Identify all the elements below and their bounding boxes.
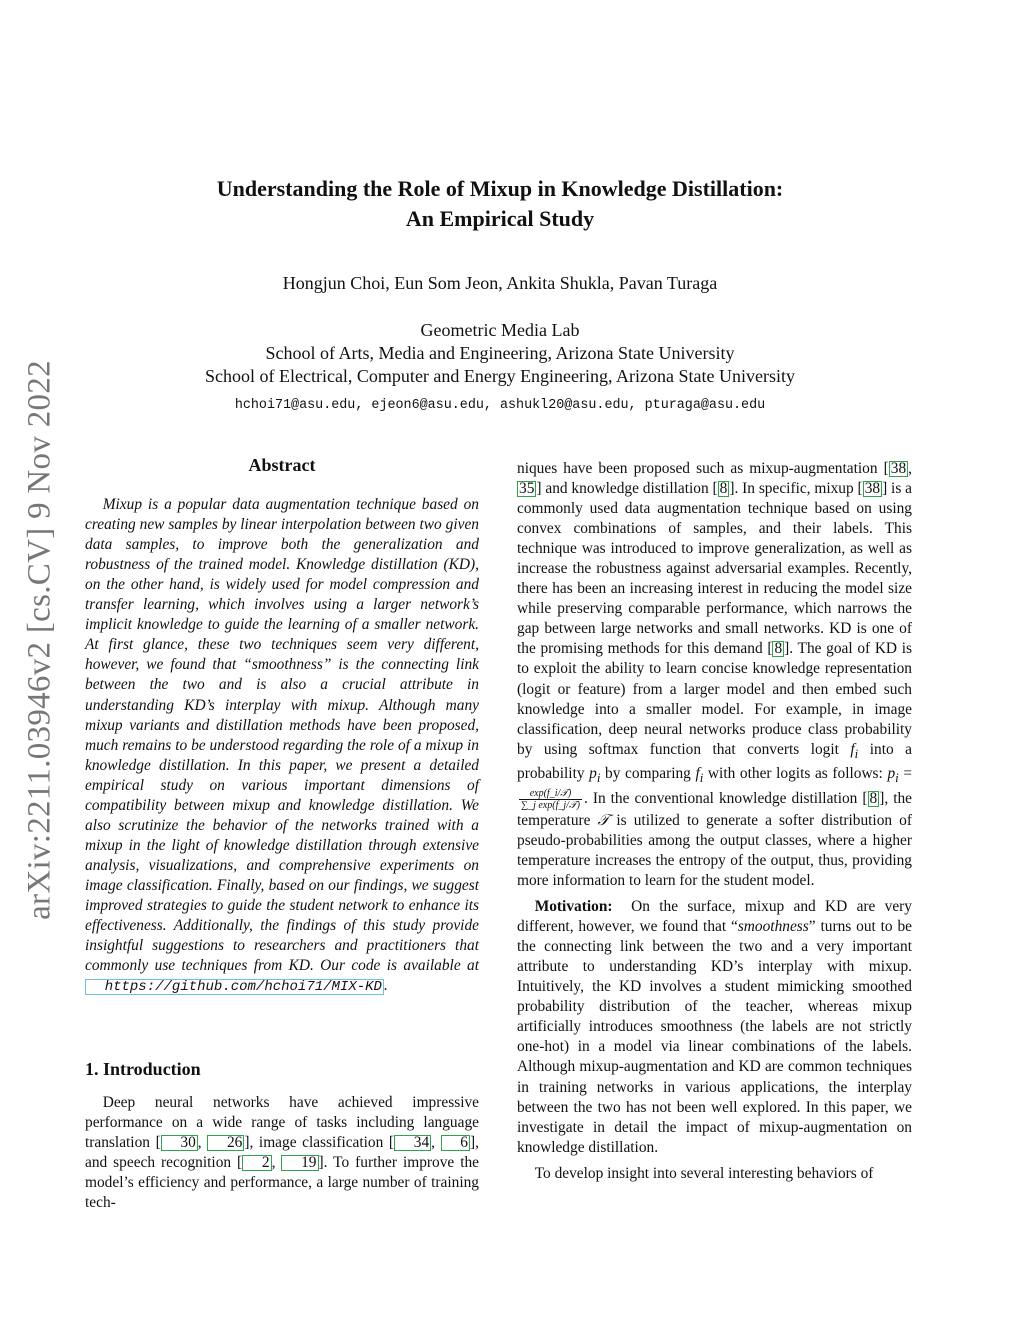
arxiv-side-stamp: arXiv:2211.03946v2 [cs.CV] 9 Nov 2022 <box>21 360 58 920</box>
motivation-label: Motivation: <box>534 898 613 916</box>
citation-link[interactable]: 38 <box>890 460 907 477</box>
body-text: , <box>908 460 912 477</box>
body-text: with other logits as follows: <box>703 764 888 782</box>
body-text: ] is a commonly used data augmentation technique based on using convex combinations of samples, and their labels. This technique was introduced to improve generalization, as well as increase the robustness against adversarial examples. Recently, there has been an increasing interest in reducing the model size while preserving comparable performance, which narrows the gap between large networks and small networks. KD is one of the promising methods for this demand [ <box>517 480 912 658</box>
math-subscript: i <box>895 770 899 785</box>
right-paragraph-3: To develop insight into several interesting behaviors of <box>534 1164 874 1182</box>
abstract-body <box>85 495 479 996</box>
math-symbol: f <box>850 740 855 758</box>
citation-link[interactable]: 34 <box>394 1135 431 1151</box>
paper-title-line-2: An Empirical Study <box>405 206 595 231</box>
fraction-denominator: ∑_j exp(f_j/𝒯) <box>521 799 580 811</box>
citation-link[interactable]: 2 <box>242 1155 271 1171</box>
paper-title-line-1: Understanding the Role of Mixup in Knowledge Distillation: <box>216 176 784 201</box>
body-text: . In the conventional knowledge distillation [ <box>583 789 868 807</box>
intro-text: ], image classification [ <box>244 1134 395 1152</box>
math-subscript: i <box>596 770 601 785</box>
citation-link[interactable]: 8 <box>869 789 878 807</box>
introduction-paragraph <box>85 1093 479 1213</box>
citation-link[interactable]: 38 <box>864 480 881 498</box>
body-text: ” turns out to be the connecting link between the two and a very important attribute to understanding KD’s interplay with mixup. Intuitively, the KD involves a student mimicking smoothed probability distribution of the teacher, whereas mixup artificially introduces smoothness (the labels are not strictly one-hot) in a model via linear combinations of the labels. Although mixup-augmentation and KD are common techniques in training networks in various applications, the interplay between the two has not been well explored. In this paper, we investigate in detail the impact of mixup-augmentation on knowledge distillation. <box>517 918 912 1156</box>
body-text: On the surface, mixup and KD are very different, however, we found that “ <box>517 898 912 936</box>
author-emails: hchoi71@asu.edu, ejeon6@asu.edu, ashukl20@asu.edu, pturaga@asu.edu <box>234 398 766 413</box>
code-repo-link[interactable]: https://github.com/hchoi71/MIX-KD <box>85 979 384 995</box>
body-text: niques have been proposed such as mixup-augmentation [ <box>517 460 889 477</box>
temperature-symbol: 𝒯 <box>597 811 610 829</box>
math-operator: = <box>898 764 913 782</box>
right-paragraph-1 <box>517 459 912 891</box>
abstract-heading: Abstract <box>248 455 316 475</box>
body-text: ]. The goal of KD is to exploit the ability to learn concise knowledge representation (logit or feature) from a larger model and then embed such knowledge into a smaller model. For example, in image classification, deep neural networks produce class probability by using softmax function that converts logit <box>517 640 912 758</box>
citation-link[interactable]: 35 <box>519 480 535 498</box>
fraction-numerator: exp(f_i/𝒯) <box>519 788 582 800</box>
introduction-heading: 1. Introduction <box>85 1059 201 1079</box>
right-column <box>517 459 912 1184</box>
citation-link[interactable]: 19 <box>281 1155 318 1171</box>
motivation-paragraph <box>517 897 912 1158</box>
abstract-end: . <box>383 977 388 995</box>
citation-link[interactable]: 8 <box>719 480 728 498</box>
affiliation-school-ame: School of Arts, Media and Engineering, Arizona State University <box>265 343 735 363</box>
math-subscript: i <box>699 770 704 785</box>
abstract-text: Mixup is a popular data augmentation technique based on creating new samples by linear interpolation between two given data samples, to improve both the generalization and robustness of the trained model. Knowledge distillation (KD), on the other hand, is widely used for model compression and transfer learning, which involves using a larger network’s implicit knowledge to guide the learning of a smaller network. At first glance, these two techniques seem very different, however, we found that “smoothness” is the connecting link between the two and is also a crucial attribute in understanding KD’s interplay with mixup. Although many mixup variants and distillation methods have been proposed, much remains to be understood regarding the role of a mixup in knowledge distillation. In this paper, we present a detailed empirical study on various important dimensions of compatibility between mixup and knowledge distillation. We also scrutinize the behavior of the networks trained with a mixup in the light of knowledge distillation through extensive analysis, visualizations, and comprehensive experiments on image classification. Finally, based on our findings, we suggest improved strategies to guide the student network to enhance its effectiveness. Additionally, the findings of this study provide insightful suggestions to researchers and practitioners that commonly use techniques from KD. Our code is available at <box>85 496 479 975</box>
body-text: into a probability <box>517 740 912 782</box>
math-symbol: p <box>887 764 896 782</box>
softmax-fraction <box>519 788 582 811</box>
intro-text: ]. To further improve the model’s efficiency and performance, a large number of training tech- <box>85 1154 480 1212</box>
affiliation-lab: Geometric Media Lab <box>420 320 580 340</box>
introduction-section <box>85 1059 479 1213</box>
math-symbol: p <box>589 764 597 782</box>
emphasis-smoothness: smoothness <box>737 918 809 936</box>
citation-link[interactable]: 26 <box>207 1135 244 1151</box>
math-symbol: f <box>695 764 700 782</box>
intro-text: , <box>431 1134 441 1152</box>
left-column <box>85 455 479 996</box>
math-subscript: i <box>854 746 859 761</box>
body-text: ] and knowledge distillation [ <box>536 480 718 498</box>
intro-text: ], and speech recognition [ <box>85 1134 479 1172</box>
authors: Hongjun Choi, Eun Som Jeon, Ankita Shukla, Pavan Turaga <box>282 273 718 293</box>
intro-text: , <box>271 1154 282 1172</box>
body-text: ]. In specific, mixup [ <box>729 480 863 498</box>
citation-link[interactable]: 30 <box>161 1135 198 1151</box>
intro-text: Deep neural networks have achieved impressive performance on a wide range of tasks including language translation [ <box>85 1094 479 1152</box>
affiliation-school-ece: School of Electrical, Computer and Energy Engineering, Arizona State University <box>204 366 795 386</box>
citation-link[interactable]: 6 <box>441 1135 470 1151</box>
body-text: is utilized to generate a softer distribution of pseudo-probabilities among the output classes, where a higher temperature increases the entropy of the output, thus, providing more information to learn for the student model. <box>517 811 912 890</box>
body-text: by comparing <box>600 764 696 782</box>
citation-link[interactable]: 8 <box>774 640 783 658</box>
intro-text: , <box>197 1134 208 1152</box>
body-text: ], the temperature <box>517 789 913 829</box>
